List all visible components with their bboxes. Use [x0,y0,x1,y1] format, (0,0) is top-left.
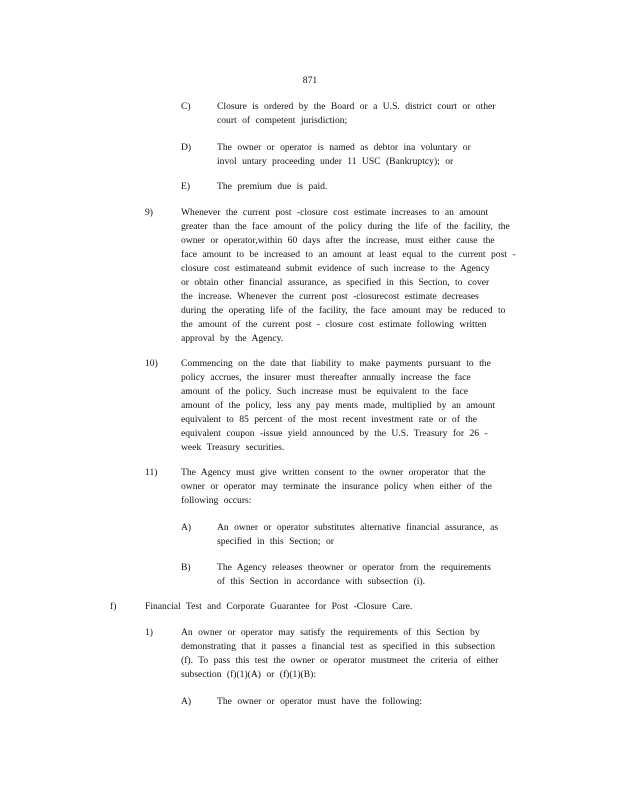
item-marker: C) [181,101,191,112]
text-line: An owner or operator may satisfy the requirements of this Section by [181,627,480,638]
text-line: invol untary proceeding under 11 USC (Bankruptcy); or [217,156,454,167]
item-text [181,357,495,455]
text-line: during the operating life of the facility, the face amount may be reduced to [181,305,506,316]
text-line: The owner or operator must have the following: [217,696,423,707]
text-line: specified in this Section; or [217,536,334,547]
item-marker: A) [181,696,192,707]
item-text [217,180,327,194]
text-line: of this Section in accordance with subsection (i). [217,576,426,587]
text-line: amount of the policy. Such increase must be equivalent to the face [181,386,469,397]
text-line: policy accrues, the insurer must thereafter annually increase the face [181,372,471,383]
item-marker: E) [181,181,191,192]
item-marker: B) [181,562,191,573]
text-line: equivalent coupon -issue yield announced by the U.S. Treasury for 26 - [181,428,488,439]
item-marker: 10) [145,358,158,369]
text-line: (f). To pass this test the owner or operator mustmeet the criteria of either [181,655,499,666]
item-marker: 11) [145,467,158,478]
text-line: Financial Test and Corporate Guarantee for Post -Closure Care. [145,601,413,612]
item-text [217,100,495,128]
text-line: equivalent to 85 percent of the most recent investment rate or of the [181,414,478,425]
text-line: face amount to be increased to an amount at least equal to the current post - [181,249,516,260]
item-text [217,521,498,549]
text-line: Whenever the current post -closure cost estimate increases to an amount [181,207,489,218]
item-text [181,626,498,682]
text-line: closure cost estimateand submit evidence of such increase to the Agency [181,263,490,274]
page-number: 871 [302,75,318,86]
item-marker: D) [181,142,192,153]
text-line: greater than the face amount of the policy during the life of the facility, the [181,221,510,232]
item-text [217,561,491,589]
text-line: The premium due is paid. [217,181,328,192]
text-line: following occurs: [181,495,252,506]
text-line: The Agency releases theowner or operator from the requirements [217,562,491,573]
item-text [181,466,492,508]
text-line: approval by the Agency. [181,333,284,344]
text-line: owner or operator may terminate the insurance policy when either of the [181,481,492,492]
text-line: or obtain other financial assurance, as specified in this Section, to cover [181,277,490,288]
item-text [217,141,471,169]
text-line: week Treasury securities. [181,442,285,453]
item-marker: 9) [145,207,153,218]
text-line: demonstrating that it passes a financial test as specified in this subsection [181,641,496,652]
text-line: the increase. Whenever the current post -closurecost estimate decreases [181,291,479,302]
text-line: Closure is ordered by the Board or a U.S. district court or other [217,101,496,112]
item-marker: A) [181,522,192,533]
item-text [181,206,516,346]
text-line: Commencing on the date that liability to make payments pursuant to the [181,358,491,369]
text-line: court of competent jurisdiction; [217,115,348,126]
item-text [145,600,412,614]
text-line: The owner or operator is named as debtor ina voluntary or [217,142,471,153]
text-line: amount of the policy, less any pay ments made, multiplied by an amount [181,400,496,411]
text-line: The Agency must give written consent to the owner oroperator that the [181,467,486,478]
text-line: the amount of the current post - closure cost estimate following written [181,319,487,330]
item-marker: 1) [145,627,153,638]
item-text [217,695,422,709]
text-line: An owner or operator substitutes alternative financial assurance, as [217,522,499,533]
text-line: owner or operator,within 60 days after the increase, must either cause the [181,235,495,246]
text-line: subsection (f)(1)(A) or (f)(1)(B): [181,669,317,680]
item-marker: f) [110,601,117,612]
